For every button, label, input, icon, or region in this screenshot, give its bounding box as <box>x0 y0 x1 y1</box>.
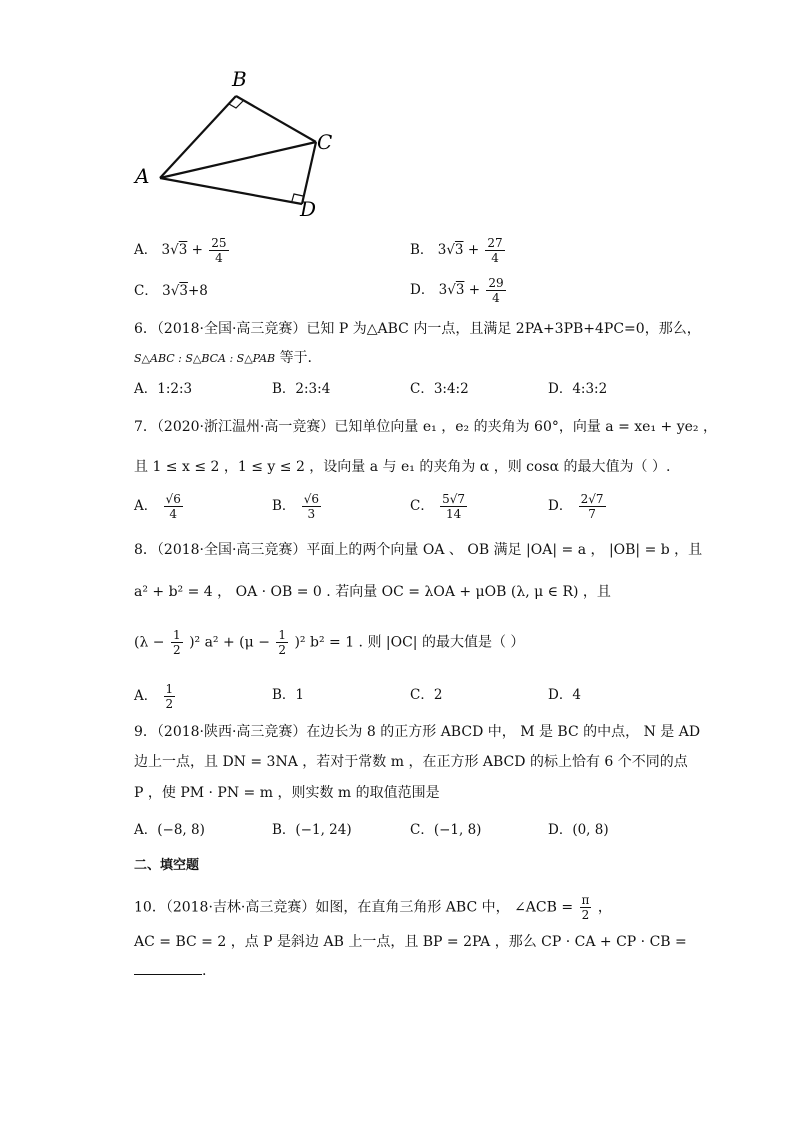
q8-stem-line2: a² + b² = 4 ， OA · OB = 0 . 若向量 OC = λOA + μOB (λ, μ ∈ R) ，且 <box>134 584 611 600</box>
q7-option-c[interactable]: C． $\frac{5√7}{14}$ <box>410 492 466 521</box>
vertex-label-a: A <box>135 164 150 188</box>
q9-option-d[interactable]: D．(0, 8) <box>548 822 609 838</box>
q5-option-d[interactable]: D． 3√3 + $\frac{29}{4}$ <box>410 276 504 305</box>
q8-stem-line1: 8．（2018·全国·高三竞赛）平面上的两个向量 OA 、 OB 满足 |OA| = a ， |OB| = b ，且 <box>134 542 703 558</box>
q7-option-d[interactable]: D． $\frac{2√7}{7}$ <box>548 492 604 521</box>
q5-a-fraction: $\frac{25}{4}$ <box>211 236 227 265</box>
vertex-label-b: B <box>232 67 247 91</box>
q9-stem-line3: P ，使 PM · PN = m ，则实数 m 的取值范围是 <box>134 785 440 801</box>
q7-stem-line1: 7．（2020·浙江温州·高一竞赛）已知单位向量 e₁ ，e₂ 的夹角为 60°，向量 a = xe₁ + ye₂ ， <box>134 419 717 435</box>
q10-answer-line: . <box>134 962 206 980</box>
q9-option-b[interactable]: B．(−1, 24) <box>272 822 352 838</box>
section-heading-fill-blank: 二、填空题 <box>134 858 200 873</box>
vertex-label-c: C <box>317 130 333 154</box>
q10-stem-line1: 10．（2018·吉林·高三竞赛）如图，在直角三角形 ABC 中， ∠ACB = $\frac{\pi}{2}$ ， <box>134 893 612 922</box>
q9-stem-line2: 边上一点，且 DN = 3NA ，若对于常数 m ，在正方形 ABCD 的标上恰有 6 个不同的点 <box>134 754 688 770</box>
q8-option-d[interactable]: D．4 <box>548 687 581 703</box>
q8-option-a[interactable]: A． $\frac{1}{2}$ <box>134 682 174 711</box>
q8-option-c[interactable]: C．2 <box>410 687 443 703</box>
q5-d-fraction: $\frac{29}{4}$ <box>488 276 504 305</box>
q5-option-a[interactable]: A． 3√3 + $\frac{25}{4}$ <box>134 236 227 265</box>
q8-option-b[interactable]: B．1 <box>272 687 305 703</box>
q6-stem-line1: 6．（2018·全国·高三竞赛）已知 P 为△ABC 内一点，且满足 2PA+3PB+4PC=0，那么， <box>134 321 701 337</box>
q6-option-b[interactable]: B．2:3:4 <box>272 381 331 397</box>
q9-option-c[interactable]: C．(−1, 8) <box>410 822 482 838</box>
answer-blank[interactable] <box>134 962 202 975</box>
vertex-label-d: D <box>300 197 317 221</box>
q7-stem-line2: 且 1 ≤ x ≤ 2 ，1 ≤ y ≤ 2 ，设向量 a 与 e₁ 的夹角为 α ，则 cosα 的最大值为（ ）. <box>134 459 671 475</box>
q7-option-a[interactable]: A． $\frac{√6}{4}$ <box>134 492 181 521</box>
q10-stem-line2: AC = BC = 2 ，点 P 是斜边 AB 上一点，且 BP = 2PA ，那么 CP · CA + CP · CB = <box>134 934 687 950</box>
q5-b-fraction: $\frac{27}{4}$ <box>487 236 503 265</box>
q5-option-c[interactable]: C． 3√3+8 <box>134 283 208 299</box>
q6-option-d[interactable]: D．4:3:2 <box>548 381 608 397</box>
q6-option-a[interactable]: A．1:2:3 <box>134 381 193 397</box>
q8-stem-line3: (λ − $\frac{1}{2}$ )² a² + (μ − $\frac{1}{2}$ )² b² = 1 . 则 |OC| 的最大值是（ ） <box>134 628 525 657</box>
geometry-figure <box>128 64 348 224</box>
q6-stem-line2: S△ABC : S△BCA : S△PAB 等于. <box>134 350 313 366</box>
q6-option-c[interactable]: C．3:4:2 <box>410 381 469 397</box>
q9-option-a[interactable]: A．(−8, 8) <box>134 822 205 838</box>
q5-option-b[interactable]: B． 3√3 + $\frac{27}{4}$ <box>410 236 503 265</box>
q9-stem-line1: 9．（2018·陕西·高三竞赛）在边长为 8 的正方形 ABCD 中， M 是 BC 的中点， N 是 AD <box>134 724 701 740</box>
q7-option-b[interactable]: B． $\frac{√6}{3}$ <box>272 492 319 521</box>
